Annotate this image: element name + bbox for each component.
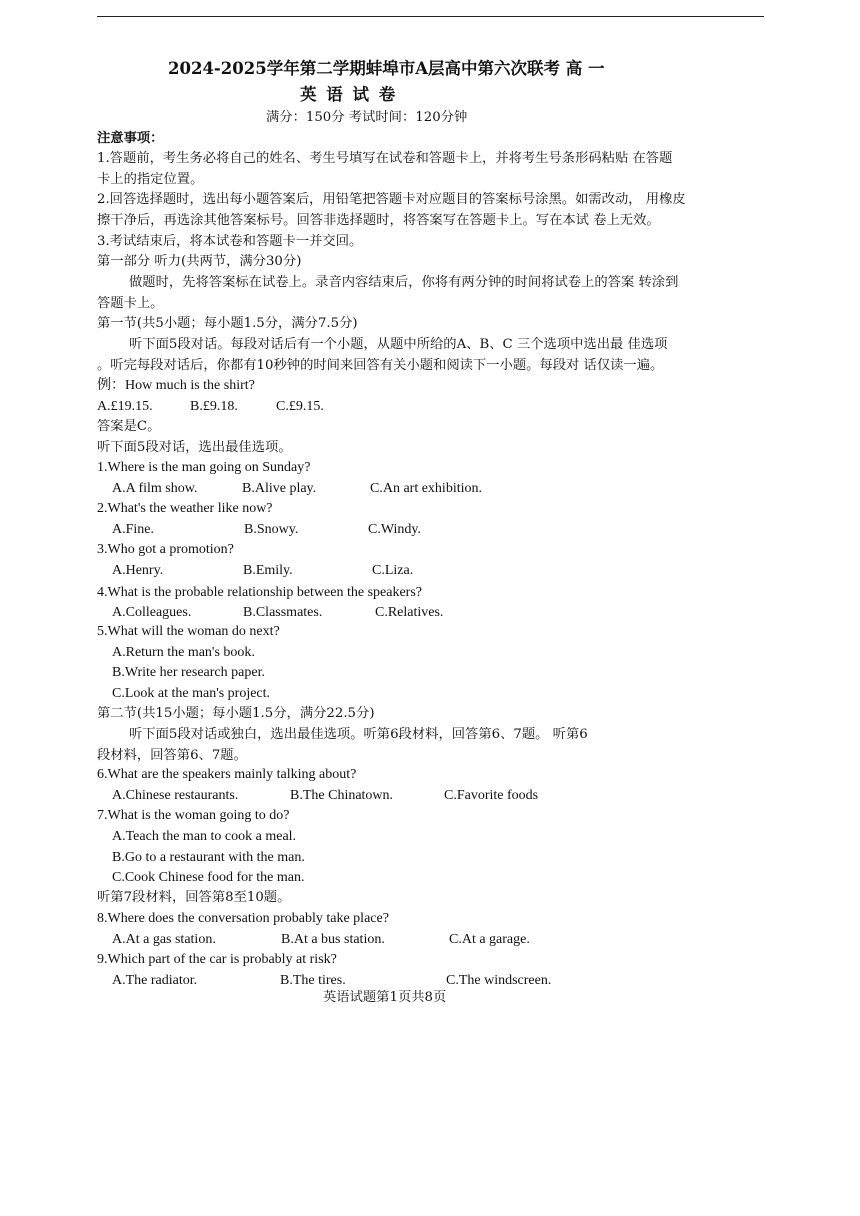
instruction-line: 做题时，先将答案标在试卷上。录音内容结束后，你将有两分钟的时间将试卷上的答案 转涂到	[129, 275, 679, 290]
option-c: C.Liza.	[372, 563, 414, 578]
top-rule	[97, 16, 764, 17]
question: 8.Where does the conversation probably take place?	[97, 911, 389, 926]
question-options	[112, 479, 482, 499]
note-line: 擦干净后，再选涂其他答案标号。回答非选择题时，将答案写在答题卡上。写在本试 卷上无效。	[97, 213, 660, 228]
option-a: A.The radiator.	[112, 973, 198, 988]
option-c: C.Relatives.	[375, 605, 444, 620]
section-lead: 听下面5段对话，选出最佳选项。	[97, 440, 292, 455]
option-c: C.Favorite foods	[444, 788, 539, 803]
instruction-line: 听下面5段对话或独白，选出最佳选项。听第6段材料，回答第6、7题。 听第6	[129, 727, 588, 742]
option-b: B.Snowy.	[244, 522, 299, 537]
option-c: C.£9.15.	[276, 399, 324, 414]
option-c: C.The windscreen.	[446, 973, 552, 988]
option-a: A.Chinese restaurants.	[112, 788, 239, 803]
option-a: A.A film show.	[112, 481, 198, 496]
option-b: B.The Chinatown.	[290, 788, 394, 803]
exam-subject: 英 语 试 卷	[300, 85, 398, 104]
option-b: B.At a bus station.	[281, 932, 385, 947]
option-a: A.Fine.	[112, 522, 154, 537]
option-c: C.Look at the man's project.	[112, 686, 271, 701]
question-options	[112, 603, 443, 623]
question: 5.What will the woman do next?	[97, 624, 280, 639]
instruction-line: 答题卡上。	[97, 296, 164, 311]
question: 7.What is the woman going to do?	[97, 808, 290, 823]
example-question: 例：How much is the shirt?	[97, 378, 255, 393]
option-b: B.The tires.	[280, 973, 346, 988]
option-a: A.Teach the man to cook a meal.	[112, 829, 297, 844]
option-b: B.Write her research paper.	[112, 665, 265, 680]
option-a: A.Return the man's book.	[112, 645, 255, 660]
option-b: B.Go to a restaurant with the man.	[112, 850, 305, 865]
option-c: C.Windy.	[368, 522, 421, 537]
option-b: B.£9.18.	[190, 399, 238, 414]
question-options	[112, 930, 530, 950]
note-line: 3.考试结束后，将本试卷和答题卡一并交回。	[97, 234, 363, 249]
exam-title: 2024-2025学年第二学期蚌埠市A层高中第六次联考 高 一	[168, 59, 605, 78]
note-line: 卡上的指定位置。	[97, 172, 204, 187]
question: 2.What's the weather like now?	[97, 501, 273, 516]
question-options	[112, 786, 538, 806]
note-line: 2.回答选择题时，选出每小题答案后，用铅笔把答题卡对应题目的答案标号涂黑。如需改动， 用橡皮	[97, 192, 686, 207]
instruction-line: 段材料，回答第6、7题。	[97, 748, 247, 763]
example-options	[97, 397, 324, 417]
section-lead: 听第7段材料，回答第8至10题。	[97, 890, 291, 905]
exam-meta: 满分：150分 考试时间：120分钟	[266, 110, 468, 125]
question-options	[112, 520, 421, 540]
option-c: C.An art exhibition.	[370, 481, 482, 496]
question: 1.Where is the man going on Sunday?	[97, 460, 311, 475]
option-c: C.Cook Chinese food for the man.	[112, 870, 305, 885]
question: 9.Which part of the car is probably at risk?	[97, 952, 337, 967]
instruction-line: 。听完每段对话后，你都有10秒钟的时间来回答有关小题和阅读下一小题。每段对 话仅读一遍。	[97, 358, 664, 373]
option-c: C.At a garage.	[449, 932, 530, 947]
section-heading: 第二节(共15小题；每小题1.5分，满分22.5分)	[97, 706, 375, 721]
page-footer: 英语试题第1页共8页	[323, 990, 447, 1005]
question: 4.What is the probable relationship between the speakers?	[97, 585, 422, 600]
option-a: A.Colleagues.	[112, 605, 192, 620]
question: 3.Who got a promotion?	[97, 542, 234, 557]
option-b: B.Alive play.	[242, 481, 317, 496]
part-heading: 第一部分 听力(共两节，满分30分)	[97, 254, 302, 269]
example-answer: 答案是C。	[97, 419, 161, 434]
section-heading: 第一节(共5小题；每小题1.5分，满分7.5分)	[97, 316, 358, 331]
option-a: A.Henry.	[112, 563, 164, 578]
option-b: B.Classmates.	[243, 605, 323, 620]
option-a: A.£19.15.	[97, 399, 153, 414]
option-b: B.Emily.	[243, 563, 293, 578]
instruction-line: 听下面5段对话。每段对话后有一个小题，从题中所给的A、B、C 三个选项中选出最 佳选项	[129, 337, 668, 352]
question-options	[112, 561, 413, 581]
notes-heading: 注意事项：	[97, 131, 164, 146]
option-a: A.At a gas station.	[112, 932, 216, 947]
question: 6.What are the speakers mainly talking about?	[97, 767, 357, 782]
note-line: 1.答题前，考生务必将自己的姓名、考生号填写在试卷和答题卡上，并将考生号条形码粘贴 在答题	[97, 151, 673, 166]
